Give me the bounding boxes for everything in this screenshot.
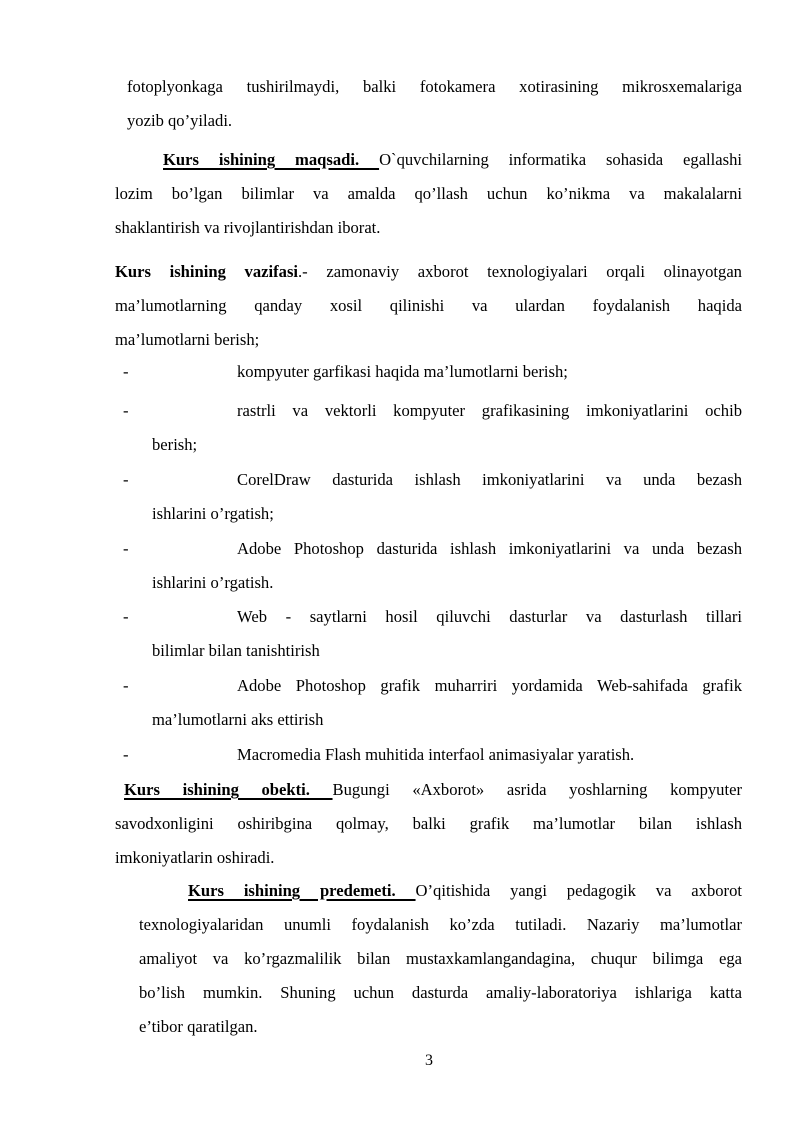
list-item: Macromedia Flash muhitida interfaol animasiyalar yaratish. bbox=[237, 745, 635, 764]
goal-paragraph bbox=[115, 143, 742, 245]
list-item-continuation: ishlarini o’rgatish; bbox=[152, 504, 274, 523]
goal-line-2: lozim bo’lgan bilimlar va amalda qo’llash uchun ko’nikma va makalalarni bbox=[115, 184, 742, 203]
list-item: CorelDraw dasturida ishlash imkoniyatlarini va unda bezash bbox=[237, 470, 742, 489]
intro-paragraph bbox=[127, 70, 742, 138]
object-paragraph bbox=[115, 773, 742, 875]
goal-heading: Kurs ishining maqsadi. bbox=[163, 150, 380, 169]
subject-line-5: e’tibor qaratilgan. bbox=[139, 1017, 258, 1036]
task-paragraph bbox=[115, 255, 742, 357]
goal-line-3: shaklantirish va rivojlantirishdan iborat. bbox=[115, 218, 381, 237]
list-item-continuation: ma’lumotlarni aks ettirish bbox=[152, 710, 324, 729]
task-line-3: ma’lumotlarni berish; bbox=[115, 330, 260, 349]
list-dash: - bbox=[123, 401, 129, 420]
list-dash: - bbox=[123, 539, 129, 558]
goal-line-1: Kurs ishining maqsadi. O`quvchilarning informatika sohasida egallashi bbox=[163, 150, 743, 169]
list-item: rastrli va vektorli kompyuter grafikasining imkoniyatlarini ochib bbox=[237, 401, 742, 420]
subject-line-1: Kurs ishining predemeti. O’qitishida yangi pedagogik va axborot bbox=[188, 881, 742, 900]
list-item: kompyuter garfikasi haqida ma’lumotlarni berish; bbox=[237, 362, 568, 381]
list-item-continuation: bilimlar bilan tanishtirish bbox=[152, 641, 320, 660]
subject-line-4: bo’lish mumkin. Shuning uchun dasturda amaliy-laboratoriya ishlariga katta bbox=[139, 983, 742, 1002]
list-item: Adobe Photoshop grafik muharriri yordamida Web-sahifada grafik bbox=[237, 676, 742, 695]
list-item: Adobe Photoshop dasturida ishlash imkoniyatlarini va unda bezash bbox=[237, 539, 742, 558]
list-dash: - bbox=[123, 676, 129, 695]
intro-line-1: fotoplyonkaga tushirilmaydi, balki fotokamera xotirasining mikrosxemalariga bbox=[127, 77, 742, 96]
list-item-continuation: berish; bbox=[152, 435, 198, 454]
task-line-2: ma’lumotlarning qanday xosil qilinishi va ulardan foydalanish haqida bbox=[115, 296, 742, 315]
task-line-1: Kurs ishining vazifasi.- zamonaviy axborot texnologiyalari orqali olinayotgan bbox=[115, 262, 742, 281]
list-dash: - bbox=[123, 745, 129, 764]
subject-line-2: texnologiyalaridan unumli foydalanish ko’zda tutiladi. Nazariy ma’lumotlar bbox=[139, 915, 742, 934]
object-line-1: Kurs ishining obekti. Bugungi «Axborot» asrida yoshlarning kompyuter bbox=[124, 780, 742, 799]
subject-line-3: amaliyot va ko’rgazmalilik bilan mustaxkamlangandagina, chuqur bilimga ega bbox=[139, 949, 742, 968]
object-heading: Kurs ishining obekti. bbox=[124, 780, 333, 799]
task-heading: Kurs ishining vazifasi bbox=[115, 262, 299, 281]
list-dash: - bbox=[123, 470, 129, 489]
intro-line-2: yozib qo’yiladi. bbox=[127, 111, 233, 130]
subject-paragraph bbox=[139, 874, 742, 1044]
page-number: 3 bbox=[425, 1052, 433, 1069]
object-line-3: imkoniyatlarin oshiradi. bbox=[115, 848, 275, 867]
object-line-2: savodxonligini oshiribgina qolmay, balki grafik ma’lumotlar bilan ishlash bbox=[115, 814, 742, 833]
list-item: Web - saytlarni hosil qiluvchi dasturlar va dasturlash tillari bbox=[237, 607, 742, 626]
subject-heading: Kurs ishining predemeti. bbox=[188, 881, 416, 900]
list-dash: - bbox=[123, 607, 129, 626]
list-item-continuation: ishlarini o’rgatish. bbox=[152, 573, 274, 592]
list-dash: - bbox=[123, 362, 129, 381]
